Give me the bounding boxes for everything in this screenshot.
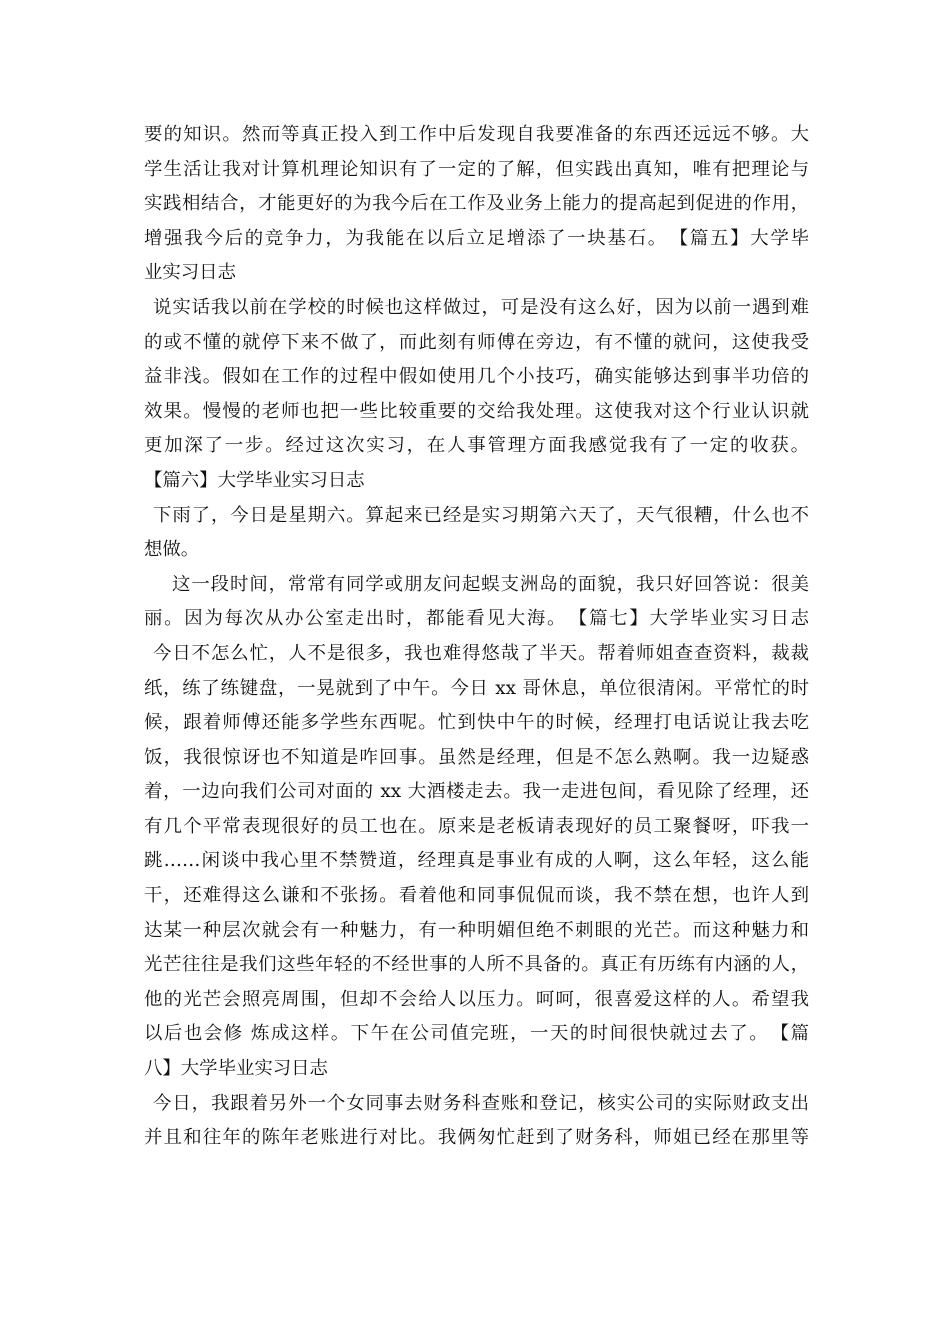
text-line: 说实话我以前在学校的时候也这样做过，可是没有这么好，因为以前一遇到难 xyxy=(153,296,809,318)
text-line: 他的光芒会照亮周围，但却不会给人以压力。呵呵，很喜爱这样的人。希望我 xyxy=(144,988,809,1010)
text-line: 效果。慢慢的老师也把一些比较重要的交给我处理。这使我对这个行业认识就 xyxy=(144,400,809,422)
text-line: 有几个平常表现很好的员工也在。原来是老板请表现好的员工聚餐呀，吓我一 xyxy=(144,815,809,837)
text-line: 的或不懂的就停下来不做了，而此刻有师傅在旁边，有不懂的就问，这使我受 xyxy=(144,331,809,353)
text-line: 并且和往年的陈年老账进行对比。我俩匆忙赶到了财务科，师姐已经在那里等 xyxy=(144,1127,809,1149)
text-line: 达某一种层次就会有一种魅力，有一种明媚但绝不刺眼的光芒。而这种魅力和 xyxy=(144,919,809,941)
section-title-line: 【篇六】大学毕业实习日志 xyxy=(144,469,365,491)
document-page xyxy=(144,118,809,1156)
text-line: 干，还难得这么谦和不张扬。看着他和同事侃侃而谈，我不禁在想，也许人到 xyxy=(144,885,809,907)
text-line: 纸，练了练键盘，一晃就到了中午。今日 xx 哥休息，单位很清闲。平常忙的时 xyxy=(144,677,809,699)
text-line: 益非浅。假如在工作的过程中假如使用几个小技巧，确实能够达到事半功倍的 xyxy=(144,366,809,388)
text-line: 着，一边向我们公司对面的 xx 大酒楼走去。我一走进包间，看见除了经理，还 xyxy=(144,781,809,803)
text-line: 学生活让我对计算机理论知识有了一定的了解，但实践出真知，唯有把理论与 xyxy=(144,158,809,180)
text-line: 下雨了，今日是星期六。算起来已经是实习期第六天了，天气很糟，什么也不 xyxy=(153,504,809,526)
text-line: 丽。因为每次从办公室走出时，都能看见大海。 【篇七】大学毕业实习日志 xyxy=(144,608,809,630)
text-line: 候，跟着师傅还能多学些东西呢。忙到快中午的时候，经理打电话说让我去吃 xyxy=(144,712,809,734)
text-line: 更加深了一步。经过这次实习，在人事管理方面我感觉我有了一定的收获。 xyxy=(144,435,809,457)
text-line: 饭，我很惊讶也不知道是咋回事。虽然是经理，但是不怎么熟啊。我一边疑惑 xyxy=(144,746,809,768)
text-line: 今日，我跟着另外一个女同事去财务科查账和登记，核实公司的实际财政支出 xyxy=(153,1092,809,1114)
text-line: 以后也会修 炼成这样。下午在公司值完班，一天的时间很快就过去了。 【篇 xyxy=(144,1023,809,1045)
section-title-line: 业实习日志 xyxy=(144,262,236,284)
text-line: 这一段时间，常常有同学或朋友问起蜈支洲岛的面貌，我只好回答说：很美 xyxy=(172,573,809,595)
text-line: 想做。 xyxy=(144,539,200,561)
text-line: 光芒往往是我们这些年轻的不经世事的人所不具备的。真正有历练有内涵的人， xyxy=(144,954,809,976)
text-line: 实践相结合，才能更好的为我今后在工作及业务上能力的提高起到促进的作用， xyxy=(144,193,809,215)
text-line: 今日不怎么忙，人不是很多，我也难得悠哉了半天。帮着师姐查查资料，裁裁 xyxy=(153,642,809,664)
text-line: 跳……闲谈中我心里不禁赞道，经理真是事业有成的人啊，这么年轻，这么能 xyxy=(144,850,809,872)
text-line: 要的知识。然而等真正投入到工作中后发现自我要准备的东西还远远不够。大 xyxy=(144,124,809,145)
text-line: 增强我今后的竞争力，为我能在以后立足增添了一块基石。 【篇五】大学毕 xyxy=(144,227,809,249)
section-title-line: 八】大学毕业实习日志 xyxy=(144,1058,328,1080)
